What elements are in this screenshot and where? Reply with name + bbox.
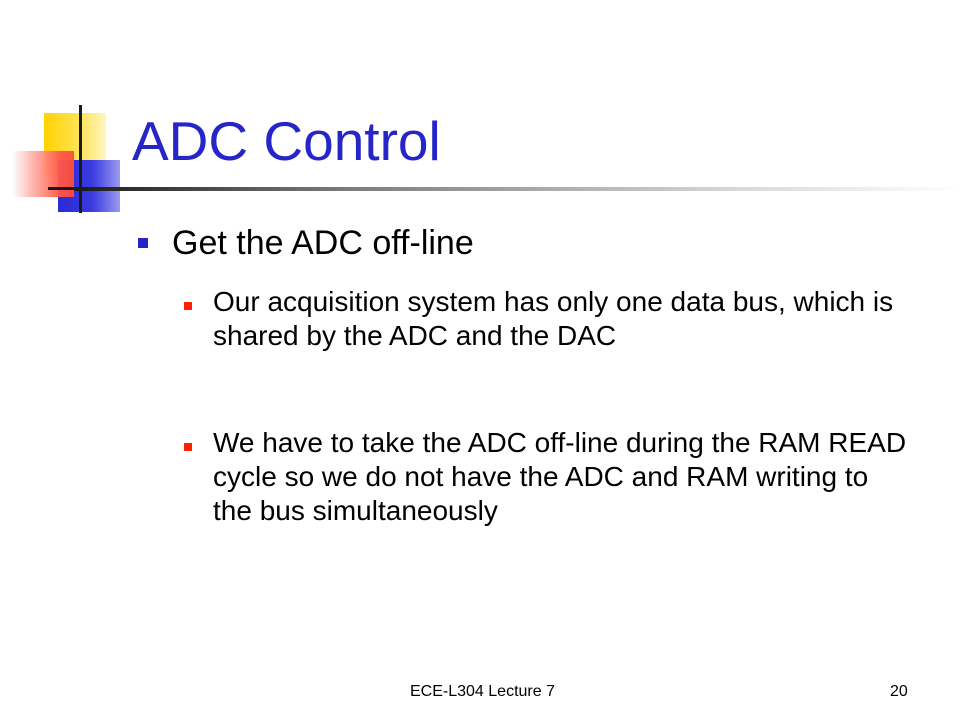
sub-bullet-text: Our acquisition system has only one data bus, which is shared by the ADC and the DAC	[213, 286, 894, 351]
bullet-marker-level2	[184, 302, 192, 310]
bullet-marker-level1	[138, 238, 148, 248]
footer-page-number: 20	[890, 683, 908, 700]
footer-course-label: ECE-L304 Lecture 7	[410, 683, 555, 700]
sub-bullet-text: We have to take the ADC off-line during the RAM READ cycle so we do not have the ADC and RAM writing to the bus simultaneously	[213, 427, 907, 526]
slide-title: ADC Control	[132, 110, 441, 172]
bullet-text-level1: Get the ADC off-line	[172, 224, 474, 262]
bullet-marker-level2	[184, 443, 192, 451]
